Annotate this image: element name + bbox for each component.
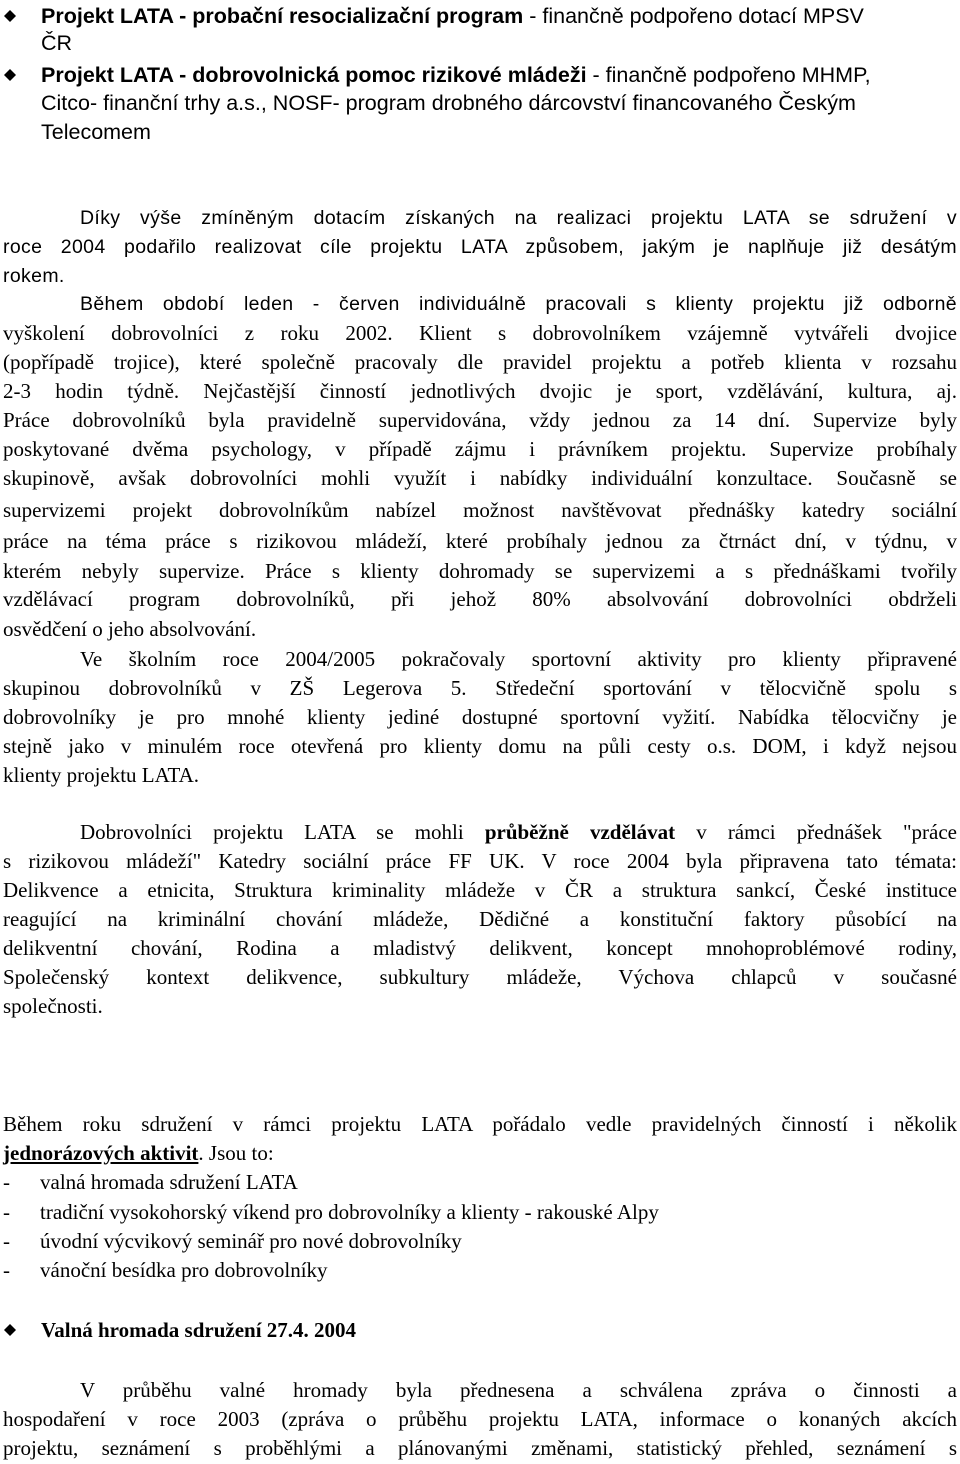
para4-emphasis: průběžně vzdělávat	[484, 820, 676, 844]
para4-line-2: s rizikovou mládeží" Katedry sociální práce FF UK. V roce 2004 byla připravena tato témata:	[3, 849, 957, 873]
para5-line-2	[3, 1139, 957, 1168]
para2-line-5: Práce dobrovolníků byla pravidelně supervidována, vždy jednou za 14 dní. Supervize byly	[3, 408, 957, 432]
para2-line-3: (popřípadě trojice), které společně pracovaly dle pravidel projektu a potřeb klienta v rozsahu	[3, 350, 957, 374]
para2-line-2: vyškolení dobrovolníci z roku 2002. Klient s dobrovolníkem vzájemně vytvářeli dvojice	[3, 321, 957, 345]
para3-line-3: dobrovolníky je pro mnohé klienty jediné dostupné sportovní vyžití. Nabídka tělocvičny je	[3, 705, 957, 729]
para2-line-12: osvědčení o jeho absolvování.	[3, 617, 257, 641]
para4-line-7: společnosti.	[3, 994, 103, 1018]
para5-line-2-rest: . Jsou to:	[198, 1141, 274, 1165]
para3-line-4: stejně jako v minulém roce otevřená pro klienty domu na půli cesty o.s. DOM, i když nejsou	[3, 734, 957, 758]
para2-line-8: supervizemi projekt dobrovolníkům nabízel možnost navštěvovat přednášky katedry sociální	[3, 498, 957, 522]
list-item-text: valná hromada sdružení LATA	[40, 1170, 298, 1194]
bullet-2-line-3: Telecomem	[41, 120, 151, 144]
dash-marker: -	[3, 1229, 10, 1253]
para1-line-2: roce 2004 podařilo realizovat cíle projektu LATA způsobem, jakým je naplňuje již desátým	[3, 236, 957, 258]
para2-line-9: práce na téma práce s rizikovou mládeží, které probíhaly jednou za čtrnáct dní, v týdnu, v	[3, 529, 957, 553]
dash-marker: -	[3, 1170, 10, 1194]
para3-line-5: klienty projektu LATA.	[3, 763, 200, 787]
para3-line-2: skupinou dobrovolníků v ZŠ Legerova 5. Středeční sportování v tělocvičně spolu s	[3, 676, 957, 700]
diamond-bullet-icon	[4, 1324, 16, 1336]
para4-tail: v rámci přednášek "práce	[675, 820, 957, 844]
list-item-text: vánoční besídka pro dobrovolníky	[40, 1258, 328, 1282]
bullet-1-line-2: ČR	[41, 31, 73, 55]
para4-intro: Dobrovolníci projektu LATA se mohli	[80, 820, 485, 844]
para4-line-3: Delikvence a etnicita, Struktura kriminality mládeže v ČR a struktura sankcí, České instituce	[3, 878, 957, 902]
dash-marker: -	[3, 1258, 10, 1282]
para6-line-2: hospodaření v roce 2003 (zpráva o průběhu projektu LATA, informace o konaných akcích	[3, 1407, 957, 1431]
dash-marker: -	[3, 1200, 10, 1224]
para3-line-1: Ve školním roce 2004/2005 pokračovaly sportovní aktivity pro klienty připravené	[80, 647, 957, 671]
para1-line-1: Díky výše zmíněným dotacím získaných na realizaci projektu LATA se sdružení v	[80, 207, 957, 229]
para4-line-4: reagující na kriminální chování mládeže, Dědičné a konstituční faktory působící na	[3, 907, 957, 931]
para4-line-6: Společenský kontext delikvence, subkultury mládeže, Výchova chlapců v současné	[3, 965, 957, 989]
para2-line-10: kterém nebyly supervize. Práce s klienty dohromady se supervizemi a s přednáškami tvořily	[3, 559, 957, 583]
para2-line-1: Během období leden - červen individuálně pracovali s klienty projektu již odborně	[80, 293, 957, 315]
para2-line-6: poskytované dvěma psychology, v případě zájmu i právníkem projektu. Supervize probíhaly	[3, 437, 957, 461]
bullet-1-title: Projekt LATA - probační resocializační program	[41, 4, 524, 28]
para4-line-5: delikventní chování, Rodina a mladistvý delikvent, koncept mnohoproblémové rodiny,	[3, 936, 957, 960]
para6-line-1: V průběhu valné hromady byla přednesena a schválena zpráva o činnosti a	[80, 1378, 957, 1402]
bullet-2-funding: - finančně podpořeno MHMP,	[586, 63, 871, 87]
section-heading-text: Valná hromada sdružení 27.4. 2004	[41, 1318, 357, 1342]
diamond-bullet-icon	[4, 69, 16, 81]
para5-line-1: Během roku sdružení v rámci projektu LATA pořádalo vedle pravidelných činností i několik	[3, 1112, 957, 1136]
para1-line-3: rokem.	[3, 265, 65, 287]
diamond-bullet-icon	[4, 10, 16, 22]
para2-line-11: vzdělávací program dobrovolníků, při jehož 80% absolvování dobrovolníci obdrželi	[3, 587, 957, 611]
para2-line-4: 2-3 hodin týdně. Nejčastější činností jednotlivých dvojic je sport, vzdělávání, kultura, aj.	[3, 379, 957, 403]
para2-line-7: skupinově, avšak dobrovolníci mohli využít i nabídky individuální konzultace. Současně se	[3, 466, 957, 490]
list-item-text: tradiční vysokohorský víkend pro dobrovolníky a klienty - rakouské Alpy	[40, 1200, 659, 1224]
list-item-text: úvodní výcvikový seminář pro nové dobrovolníky	[40, 1229, 462, 1253]
para6-line-3: projektu, seznámení s proběhlými a plánovanými změnami, statistický přehled, seznámení s	[3, 1436, 957, 1460]
one-off-activities-link-text: jednorázových aktivit	[3, 1141, 199, 1165]
bullet-2-title: Projekt LATA - dobrovolnická pomoc rizikové mládeži	[41, 63, 587, 87]
para4-line-1	[3, 818, 957, 847]
bullet-1-funding: - finančně podpořeno dotací MPSV	[523, 4, 864, 28]
bullet-2-line-2: Citco- finanční trhy a.s., NOSF- program drobného dárcovství financovaného Českým	[41, 91, 856, 115]
